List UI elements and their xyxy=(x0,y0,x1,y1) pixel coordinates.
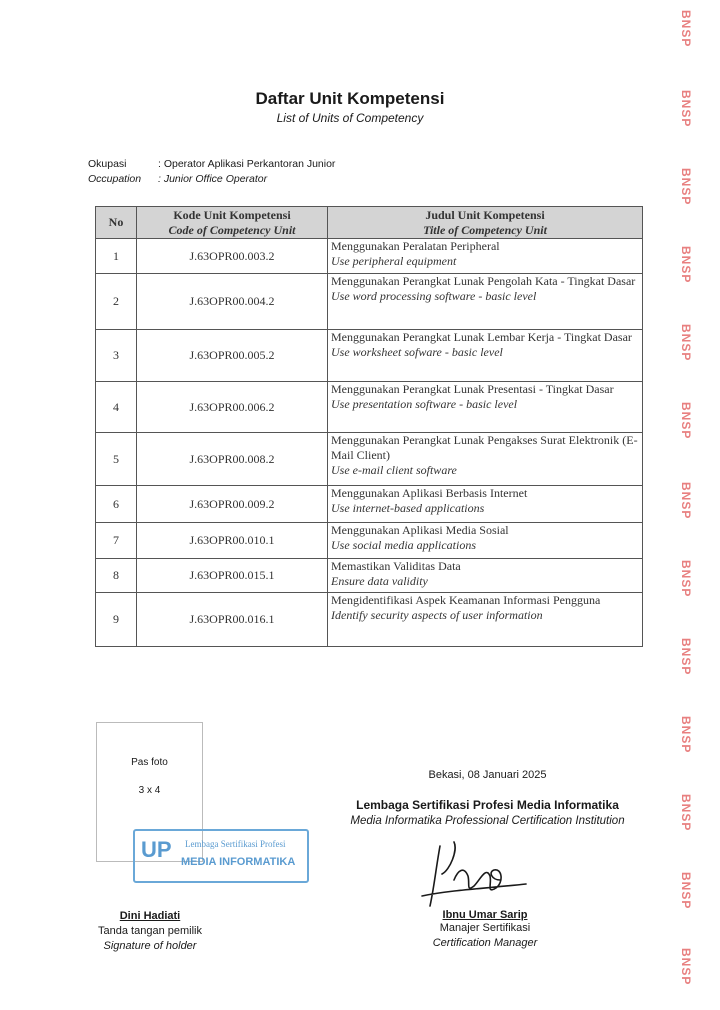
stamp-logo-icon: UP xyxy=(141,837,172,862)
occupation-label-id: Okupasi xyxy=(88,158,127,170)
row-no: 8 xyxy=(96,559,137,593)
institution-stamp xyxy=(133,829,309,883)
row-code: J.63OPR00.005.2 xyxy=(137,330,328,382)
watermark xyxy=(676,246,696,284)
row-title-id: Menggunakan Aplikasi Berbasis Internet xyxy=(331,486,528,500)
row-title-id: Menggunakan Perangkat Lunak Pengakses Surat Elektronik (E-Mail Client) xyxy=(331,433,638,462)
document-subtitle: List of Units of Competency xyxy=(276,111,424,125)
row-code: J.63OPR00.010.1 xyxy=(137,523,328,559)
watermark-text: BNSP xyxy=(679,10,693,48)
row-code: J.63OPR00.008.2 xyxy=(137,433,328,486)
manager-name: Ibnu Umar Sarip xyxy=(442,909,528,921)
row-title-id: Menggunakan Aplikasi Media Sosial xyxy=(331,523,509,537)
row-title xyxy=(328,382,643,433)
row-code: J.63OPR00.004.2 xyxy=(137,274,328,330)
row-no: 3 xyxy=(96,330,137,382)
competency-units-table xyxy=(95,206,643,647)
watermark xyxy=(676,402,696,440)
header-code-id: Kode Unit Kompetensi xyxy=(173,207,291,222)
watermark-text: BNSP xyxy=(679,794,693,832)
row-no: 4 xyxy=(96,382,137,433)
row-title-id: Menggunakan Perangkat Lunak Pengolah Kata - Tingkat Dasar xyxy=(331,274,636,288)
watermark xyxy=(676,872,696,910)
holder-label-en: Signature of holder xyxy=(103,940,197,952)
row-code: J.63OPR00.006.2 xyxy=(137,382,328,433)
row-title-en: Use peripheral equipment xyxy=(331,254,457,268)
table-header-row xyxy=(96,207,643,239)
header-code xyxy=(137,207,328,239)
header-title-id: Judul Unit Kompetensi xyxy=(425,207,545,222)
watermark xyxy=(676,10,696,48)
manager-title-en: Certification Manager xyxy=(432,937,538,949)
row-title xyxy=(328,523,643,559)
watermark-text: BNSP xyxy=(679,402,693,440)
watermark xyxy=(676,324,696,362)
photo-size: 3 x 4 xyxy=(138,785,161,796)
place-date: Bekasi, 08 Januari 2025 xyxy=(428,769,547,781)
row-title-en: Use word processing software - basic level xyxy=(331,289,537,303)
watermark-text: BNSP xyxy=(679,168,693,206)
watermark-text: BNSP xyxy=(679,90,693,128)
holder-label-id: Tanda tangan pemilik xyxy=(98,925,202,937)
header-code-en: Code of Competency Unit xyxy=(168,222,296,237)
row-title-en: Use e-mail client software xyxy=(331,463,457,477)
watermark xyxy=(676,90,696,128)
row-title-id: Menggunakan Peralatan Peripheral xyxy=(331,239,500,253)
row-title-id: Memastikan Validitas Data xyxy=(331,559,461,573)
row-no: 2 xyxy=(96,274,137,330)
signature-icon xyxy=(420,840,530,912)
table-row xyxy=(96,593,643,647)
row-code: J.63OPR00.015.1 xyxy=(137,559,328,593)
occupation-value-en: : Junior Office Operator xyxy=(158,173,268,185)
watermark xyxy=(676,948,696,986)
watermark-text: BNSP xyxy=(679,482,693,520)
stamp-line-2: MEDIA INFORMATIKA xyxy=(181,856,296,868)
watermark xyxy=(676,794,696,832)
photo-label: Pas foto xyxy=(131,757,168,768)
watermark xyxy=(676,168,696,206)
watermark xyxy=(676,638,696,676)
row-title xyxy=(328,486,643,523)
row-title-en: Use social media applications xyxy=(331,538,476,552)
row-title xyxy=(328,274,643,330)
row-title xyxy=(328,559,643,593)
table-row xyxy=(96,382,643,433)
header-title-en: Title of Competency Unit xyxy=(423,222,547,237)
occupation-label-en: Occupation xyxy=(88,173,142,185)
row-title xyxy=(328,433,643,486)
row-no: 7 xyxy=(96,523,137,559)
table-row xyxy=(96,433,643,486)
table-row xyxy=(96,486,643,523)
watermark xyxy=(676,560,696,598)
institution-name-id: Lembaga Sertifikasi Profesi Media Informatika xyxy=(356,798,619,812)
row-title-en: Use worksheet sofware - basic level xyxy=(331,345,503,359)
row-title xyxy=(328,239,643,274)
document-title: Daftar Unit Kompetensi xyxy=(255,89,445,108)
row-title-id: Menggunakan Perangkat Lunak Lembar Kerja - Tingkat Dasar xyxy=(331,330,632,344)
stamp-line-1: Lembaga Sertifikasi Profesi xyxy=(185,839,286,849)
row-no: 5 xyxy=(96,433,137,486)
watermark-text: BNSP xyxy=(679,948,693,986)
row-no: 1 xyxy=(96,239,137,274)
watermark-text: BNSP xyxy=(679,560,693,598)
table-row xyxy=(96,523,643,559)
header-title xyxy=(328,207,643,239)
watermark-text: BNSP xyxy=(679,324,693,362)
row-title-en: Use internet-based applications xyxy=(331,501,485,515)
watermark xyxy=(676,482,696,520)
row-title xyxy=(328,330,643,382)
row-title-id: Mengidentifikasi Aspek Keamanan Informasi Pengguna xyxy=(331,593,601,607)
row-title-en: Ensure data validity xyxy=(331,574,428,588)
occupation-value-id: : Operator Aplikasi Perkantoran Junior xyxy=(158,158,336,170)
row-code: J.63OPR00.003.2 xyxy=(137,239,328,274)
row-code: J.63OPR00.016.1 xyxy=(137,593,328,647)
row-title-en: Identify security aspects of user information xyxy=(331,608,543,622)
table-row xyxy=(96,239,643,274)
row-title-id: Menggunakan Perangkat Lunak Presentasi - Tingkat Dasar xyxy=(331,382,614,396)
row-title xyxy=(328,593,643,647)
watermark-text: BNSP xyxy=(679,638,693,676)
institution-name-en: Media Informatika Professional Certification Institution xyxy=(350,815,625,827)
table-row xyxy=(96,274,643,330)
table-row xyxy=(96,330,643,382)
table-row xyxy=(96,559,643,593)
manager-title-id: Manajer Sertifikasi xyxy=(439,922,531,934)
occupation-row-id xyxy=(88,158,335,170)
header-no: No xyxy=(96,207,137,239)
row-no: 6 xyxy=(96,486,137,523)
watermark-text: BNSP xyxy=(679,246,693,284)
watermark xyxy=(676,716,696,754)
row-no: 9 xyxy=(96,593,137,647)
watermark-text: BNSP xyxy=(679,716,693,754)
row-code: J.63OPR00.009.2 xyxy=(137,486,328,523)
watermark-text: BNSP xyxy=(679,872,693,910)
occupation-row-en xyxy=(88,173,267,185)
row-title-en: Use presentation software - basic level xyxy=(331,397,518,411)
holder-name: Dini Hadiati xyxy=(119,910,181,922)
